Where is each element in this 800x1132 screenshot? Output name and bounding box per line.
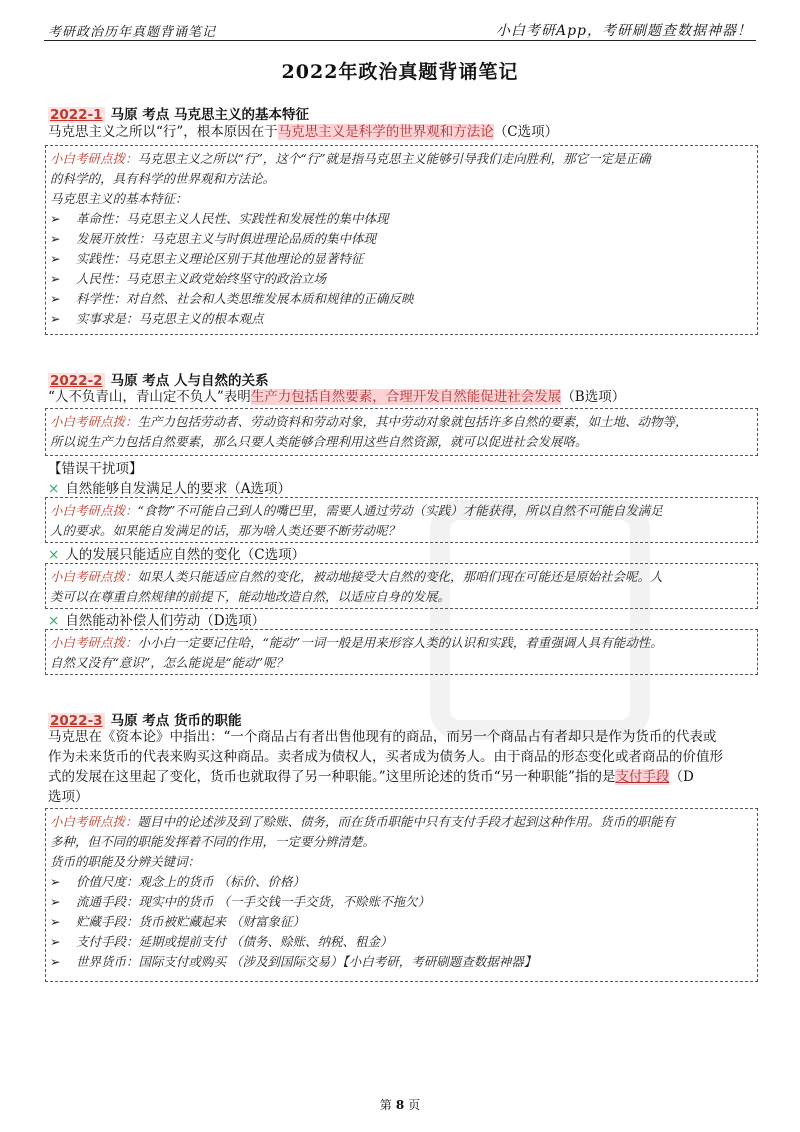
- q2-tip-line1: 生产力包括劳动者、劳动资料和劳动对象，其中劳动对象就包括许多自然的要素，如土地、动物等，: [137, 414, 688, 429]
- bullet-arrow-icon: ➢: [50, 894, 61, 909]
- q1-option: （C选项）: [493, 124, 559, 140]
- page-title: 2022年政治真题背诵笔记: [281, 61, 519, 83]
- q1-id: 2022-1: [50, 107, 103, 123]
- bullet-arrow-icon: ➢: [50, 231, 61, 246]
- q1-stem-text: 马克思主义之所以“行”，根本原因在于: [48, 124, 278, 140]
- q3-list-title: 货币的职能及分辨关键词：: [50, 854, 201, 869]
- page-number: 第 8 页: [379, 1098, 421, 1112]
- q3-list-item: ➢ 贮藏手段：货币被贮藏起来 （财富象征）: [50, 912, 753, 932]
- bullet-arrow-icon: ➢: [50, 874, 61, 889]
- bullet-arrow-icon: ➢: [50, 934, 61, 949]
- q2-option-c: × 人的发展只能适应自然的变化（C选项）: [48, 547, 306, 563]
- q1-tip-line2: 的科学的，具有科学的世界观和方法论。: [50, 171, 276, 186]
- q2-option-d: × 自然能动补偿人们劳动（D选项）: [48, 613, 266, 629]
- q3-tip-tag: 小白考研点拨：: [50, 814, 138, 829]
- bullet-arrow-icon: ➢: [50, 311, 61, 326]
- wrong-mark-icon: ×: [48, 547, 60, 563]
- bullet-arrow-icon: ➢: [50, 211, 61, 226]
- q2-option-a-tip: 小白考研点拨：“食物”不可能自己到人的嘴巴里，需要人通过劳动（实践）才能获得，所以自然不可能自发满足 人的要求。如果能自发满足的话，那为啥人类还要不断劳动呢？: [45, 497, 758, 543]
- q1-tip-box: [45, 145, 758, 335]
- q1-list-item: ➢ 实事求是：马克思主义的根本观点: [50, 309, 753, 329]
- page-header: [44, 18, 756, 41]
- bullet-arrow-icon: ➢: [50, 291, 61, 306]
- q1-list-item: ➢ 科学性：对自然、社会和人类思维发展本质和规律的正确反映: [50, 289, 753, 309]
- q1-list-title: 马克思主义的基本特征：: [50, 191, 188, 206]
- q3-topic: 马原 考点 货币的职能: [110, 713, 242, 729]
- q1-tip-line1: 马克思主义之所以“行”，这个“行”就是指马克思主义能够引导我们走向胜利，那它一定是正确: [137, 151, 651, 166]
- q2-option-a: × 自然能够自发满足人的要求（A选项）: [48, 481, 292, 497]
- q1-topic: 马原 考点 马克思主义的基本特征: [110, 107, 309, 123]
- q3-list-item: ➢ 流通手段：现实中的货币 （一手交钱一手交货，不赊账不拖欠）: [50, 892, 753, 912]
- q3-list-item: ➢ 世界货币：国际支付或购买 （涉及到国际交易）【小白考研，考研刷题查数据神器】: [50, 952, 753, 972]
- q1-answer-highlight: 马克思主义是科学的世界观和方法论: [277, 124, 494, 140]
- bullet-arrow-icon: ➢: [50, 251, 61, 266]
- q3-answer-highlight: 支付手段: [615, 769, 670, 785]
- q2-option-c-tip: 小白考研点拨：如果人类只能适应自然的变化，被动地接受大自然的变化，那咱们现在可能还是原始社会呢。人 类可以在尊重自然规律的前提下，能动地改造自然，以适应自身的发展。: [45, 563, 758, 609]
- q3-stem: 马克思在《资本论》中指出：“一个商品占有者出售他现有的商品，而另一个商品占有者却只是作为货币的代表或 作为未来货币的代表来购买这种商品。卖者成为债权人，买者成为债务人。由于商品的形态变化或者商品的价值形 式的发展在这里起了变化，货币也就取得了另一种职能。”这里所论述的货币“另一种职能”指的是支付手段（D 选项）: [48, 729, 723, 805]
- q2-tip-box: [45, 408, 758, 456]
- q2-tip-tag: 小白考研点拨：: [50, 414, 138, 429]
- bullet-arrow-icon: ➢: [50, 914, 61, 929]
- header-left-title: 考研政治历年真题背诵笔记: [48, 25, 217, 40]
- q3-tip-box: 小白考研点拨：题目中的论述涉及到了赊账、债务，而在货币职能中只有支付手段才起到这种作用。货币的职能有 多种，但不同的职能发挥着不同的作用，一定要分辨清楚。 货币的职能及分辨关键词： ➢ 价值尺度：观念上的货币 （标价、价格） ➢ 流通手段：现实中的货币 （一手交钱一手交货，不赊账不拖欠） ➢ 贮藏手段：货币被贮藏起来 （财富象征） ➢ 支付手段：延期或提前支付 （债务、赊账、纳税、租金） ➢ 世界货币：国际支付或购买 （涉及到国际交易）【小白考研，考研刷题查数据神器】: [45, 808, 758, 982]
- q2-id: 2022-2: [50, 373, 103, 389]
- q2-stem-text: “人不负青山，青山定不负人”表明: [48, 389, 251, 405]
- q2-answer-highlight: 生产力包括自然要素，合理开发自然能促进社会发展: [250, 389, 562, 405]
- q1-heading: [48, 103, 309, 123]
- wrong-mark-icon: ×: [48, 613, 60, 629]
- q2-topic: 马原 考点 人与自然的关系: [110, 373, 269, 389]
- q3-heading: [48, 709, 241, 729]
- q2-heading: [48, 369, 268, 389]
- q2-stem: [48, 387, 760, 407]
- q2-tip-line2: 所以说生产力包括自然要素，那么只要人类能够合理利用这些自然资源，就可以促进社会发展咯。: [50, 434, 588, 449]
- bullet-arrow-icon: ➢: [50, 954, 61, 969]
- bullet-arrow-icon: ➢: [50, 271, 61, 286]
- q1-list-item: ➢ 人民性：马克思主义政党始终坚守的政治立场: [50, 269, 753, 289]
- wrong-mark-icon: ×: [48, 481, 60, 497]
- q3-list-item: ➢ 价值尺度：观念上的货币 （标价、价格）: [50, 872, 753, 892]
- q1-list-item: ➢ 发展开放性：马克思主义与时俱进理论品质的集中体现: [50, 229, 753, 249]
- q3-list-item: ➢ 支付手段：延期或提前支付 （债务、赊账、纳税、租金）: [50, 932, 753, 952]
- q2-wrong-title: 【错误干扰项】: [48, 461, 143, 477]
- q1-list-item: ➢ 革命性：马克思主义人民性、实践性和发展性的集中体现: [50, 209, 753, 229]
- q1-list-item: ➢ 实践性：马克思主义理论区别于其他理论的显著特征: [50, 249, 753, 269]
- q1-stem: [48, 122, 760, 142]
- q2-option: （B选项）: [561, 389, 626, 405]
- q2-option-d-tip: 小白考研点拨：小小白一定要记住哈，“能动”一词一般是用来形容人类的认识和实践，着重强调人具有能动性。 自然又没有“意识”，怎么能说是“能动”呢？: [45, 629, 758, 675]
- header-right-slogan: 小白考研App，考研刷题查数据神器！: [495, 23, 752, 39]
- q3-id: 2022-3: [50, 713, 103, 729]
- q1-tip-tag: 小白考研点拨：: [50, 151, 138, 166]
